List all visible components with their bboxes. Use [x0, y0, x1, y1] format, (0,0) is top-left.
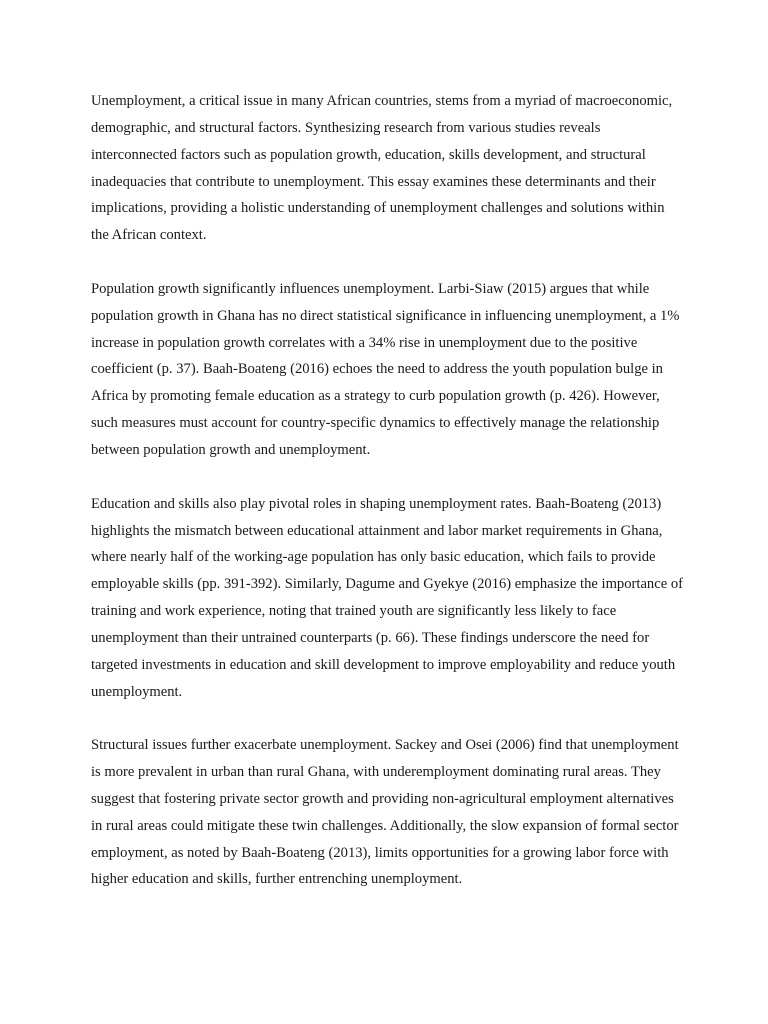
paragraph-population-growth: Population growth significantly influences unemployment. Larbi-Siaw (2015) argues that while population growth in Ghana has no direct statistical significance in influencing unemployment, a 1% increase in population growth correlates with a 34% rise in unemployment due to the positive coefficient (p. 37). Baah-Boateng (2016) echoes the need to address the youth population bulge in Africa by promoting female education as a strategy to curb population growth (p. 426). However, such measures must account for country-specific dynamics to effectively manage the relationship between population growth and unemployment.	[91, 280, 680, 458]
essay-body	[91, 88, 683, 920]
paragraph-education-skills: Education and skills also play pivotal roles in shaping unemployment rates. Baah-Boateng (2013) highlights the mismatch between educational attainment and labor market requirements in Ghana, where nearly half of the working-age population has only basic education, which fails to provide employable skills (pp. 391-392). Similarly, Dagume and Gyekye (2016) emphasize the importance of training and work experience, noting that trained youth are significantly less likely to face unemployment than their untrained counterparts (p. 66). These findings underscore the need for targeted investments in education and skill development to improve employability and reduce youth unemployment.	[91, 495, 683, 700]
paragraph-introduction: Unemployment, a critical issue in many African countries, stems from a myriad of macroeconomic, demographic, and structural factors. Synthesizing research from various studies reveals interconnected factors such as population growth, education, skills development, and structural inadequacies that contribute to unemployment. This essay examines these determinants and their implications, providing a holistic understanding of unemployment challenges and solutions within the African context.	[91, 93, 673, 244]
paragraph-structural-issues: Structural issues further exacerbate unemployment. Sackey and Osei (2006) find that unemployment is more prevalent in urban than rural Ghana, with underemployment dominating rural areas. They suggest that fostering private sector growth and providing non-agricultural employment alternatives in rural areas could mitigate these twin challenges. Additionally, the slow expansion of formal sector employment, as noted by Baah-Boateng (2013), limits opportunities for a growing labor force with higher education and skills, further entrenching unemployment.	[91, 737, 679, 888]
